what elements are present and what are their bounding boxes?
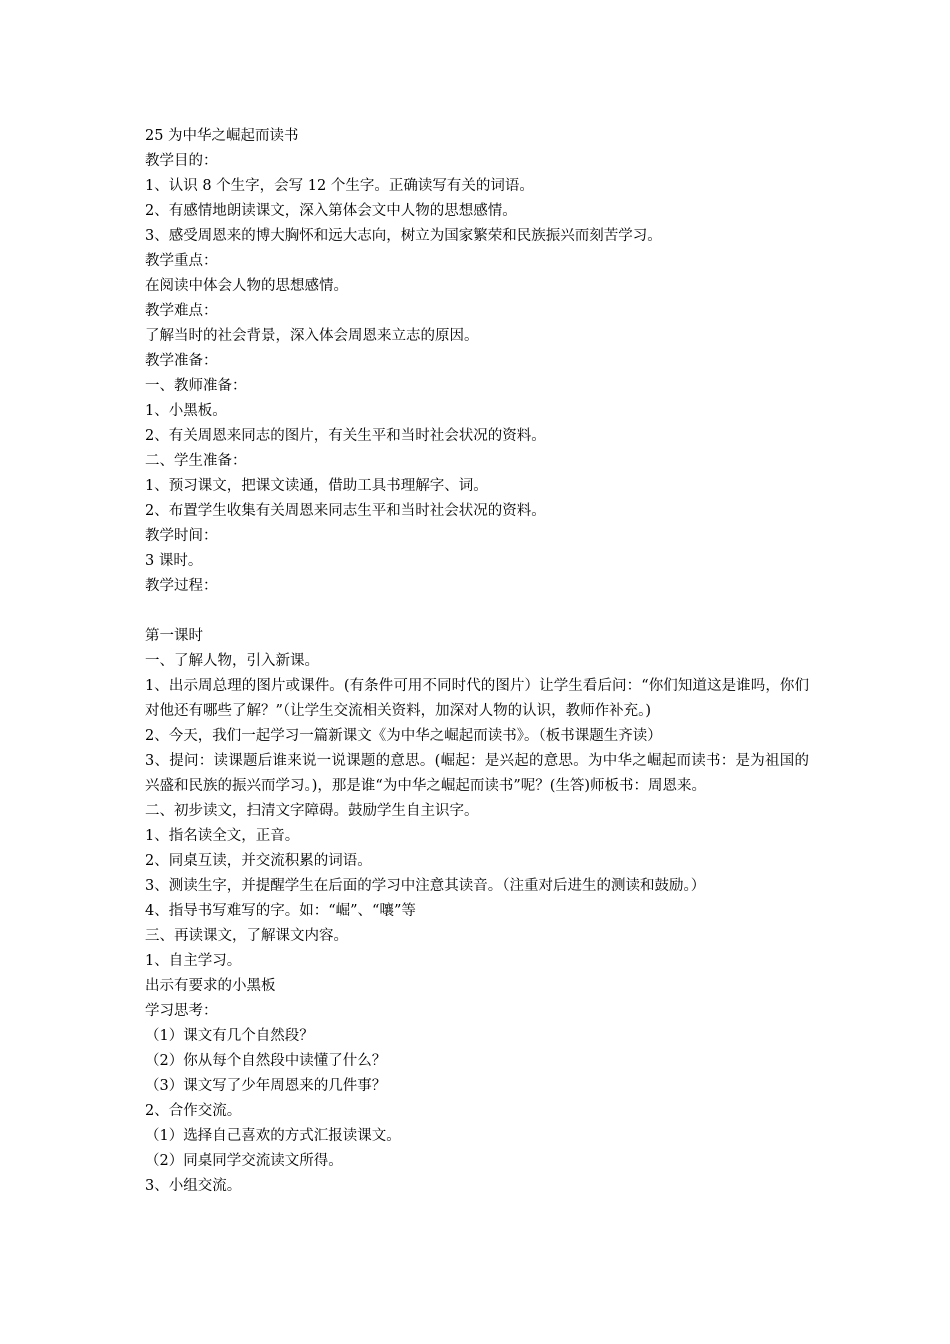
time-text: 3 课时。 bbox=[145, 553, 203, 569]
cooperate-subitem: （2）同桌同学交流读文所得。 bbox=[145, 1153, 343, 1169]
section1-item: 2、今天，我们一起学习一篇新课文《为中华之崛起而读书》。（板书课题生齐读） bbox=[145, 728, 662, 744]
section3-heading: 三、再读课文，了解课文内容。 bbox=[145, 928, 348, 944]
objective-item: 2、有感情地朗读课文，深入第体会文中人物的思想感情。 bbox=[145, 203, 517, 219]
section2-heading: 二、初步读文，扫清文字障碍。鼓励学生自主识字。 bbox=[145, 803, 479, 819]
section2-item: 2、同桌互读，并交流积累的词语。 bbox=[145, 853, 372, 869]
teacher-prep-item: 2、有关周恩来同志的图片，有关生平和当时社会状况的资料。 bbox=[145, 428, 546, 444]
key-point-heading: 教学重点： bbox=[145, 253, 218, 269]
preparation-heading: 教学准备： bbox=[145, 353, 218, 369]
objective-item: 3、感受周恩来的博大胸怀和远大志向，树立为国家繁荣和民族振兴而刻苦学习。 bbox=[145, 228, 662, 244]
document-page bbox=[145, 124, 809, 1199]
process-heading: 教学过程： bbox=[145, 578, 218, 594]
group-item: 3、小组交流。 bbox=[145, 1178, 242, 1194]
thinking-item: （2）你从每个自然段中读懂了什么？ bbox=[145, 1053, 387, 1069]
lesson-title: 第一课时 bbox=[145, 628, 203, 644]
time-heading: 教学时间： bbox=[145, 528, 218, 544]
student-prep-item: 1、预习课文，把课文读通，借助工具书理解字、词。 bbox=[145, 478, 488, 494]
cooperate-item: 2、合作交流。 bbox=[145, 1103, 242, 1119]
key-point-text: 在阅读中体会人物的思想感情。 bbox=[145, 278, 348, 294]
difficulty-heading: 教学难点： bbox=[145, 303, 218, 319]
section2-item: 4、指导书写难写的字。如：“崛”、“嚷”等 bbox=[145, 903, 416, 919]
show-board-text: 出示有要求的小黑板 bbox=[145, 978, 276, 994]
cooperate-subitem: （1）选择自己喜欢的方式汇报读课文。 bbox=[145, 1128, 401, 1144]
student-prep-item: 2、布置学生收集有关周恩来同志生平和当时社会状况的资料。 bbox=[145, 503, 546, 519]
thinking-heading: 学习思考： bbox=[145, 1003, 218, 1019]
self-study-item: 1、自主学习。 bbox=[145, 953, 242, 969]
difficulty-text: 了解当时的社会背景，深入体会周恩来立志的原因。 bbox=[145, 328, 479, 344]
section2-item: 1、指名读全文，正音。 bbox=[145, 828, 300, 844]
section2-item: 3、测读生字，并提醒学生在后面的学习中注意其读音。（注重对后进生的测读和鼓励。） bbox=[145, 878, 706, 894]
section1-item: 3、提问：读课题后谁来说一说课题的意思。(崛起：是兴起的意思。为中华之崛起而读书：是为祖国的兴盛和民族的振兴而学习。)，那是谁“为中华之崛起而读书”呢？(生答)师板书：周恩来。 bbox=[145, 753, 809, 794]
thinking-item: （1）课文有几个自然段？ bbox=[145, 1028, 314, 1044]
objective-item: 1、认识 8 个生字，会写 12 个生字。正确读写有关的词语。 bbox=[145, 178, 534, 194]
teacher-prep-item: 1、小黑板。 bbox=[145, 403, 227, 419]
teacher-prep-heading: 一、教师准备： bbox=[145, 378, 247, 394]
thinking-item: （3）课文写了少年周恩来的几件事？ bbox=[145, 1078, 387, 1094]
section1-item: 1、出示周总理的图片或课件。(有条件可用不同时代的图片）让学生看后问：“你们知道这是谁吗，你们对他还有哪些了解？”（让学生交流相关资料，加深对人物的认识，教师作补充。) bbox=[145, 678, 809, 719]
blank-line bbox=[145, 599, 809, 624]
document-title: 25 为中华之崛起而读书 bbox=[145, 128, 299, 144]
section1-heading: 一、了解人物，引入新课。 bbox=[145, 653, 319, 669]
student-prep-heading: 二、学生准备： bbox=[145, 453, 247, 469]
objectives-heading: 教学目的： bbox=[145, 153, 218, 169]
